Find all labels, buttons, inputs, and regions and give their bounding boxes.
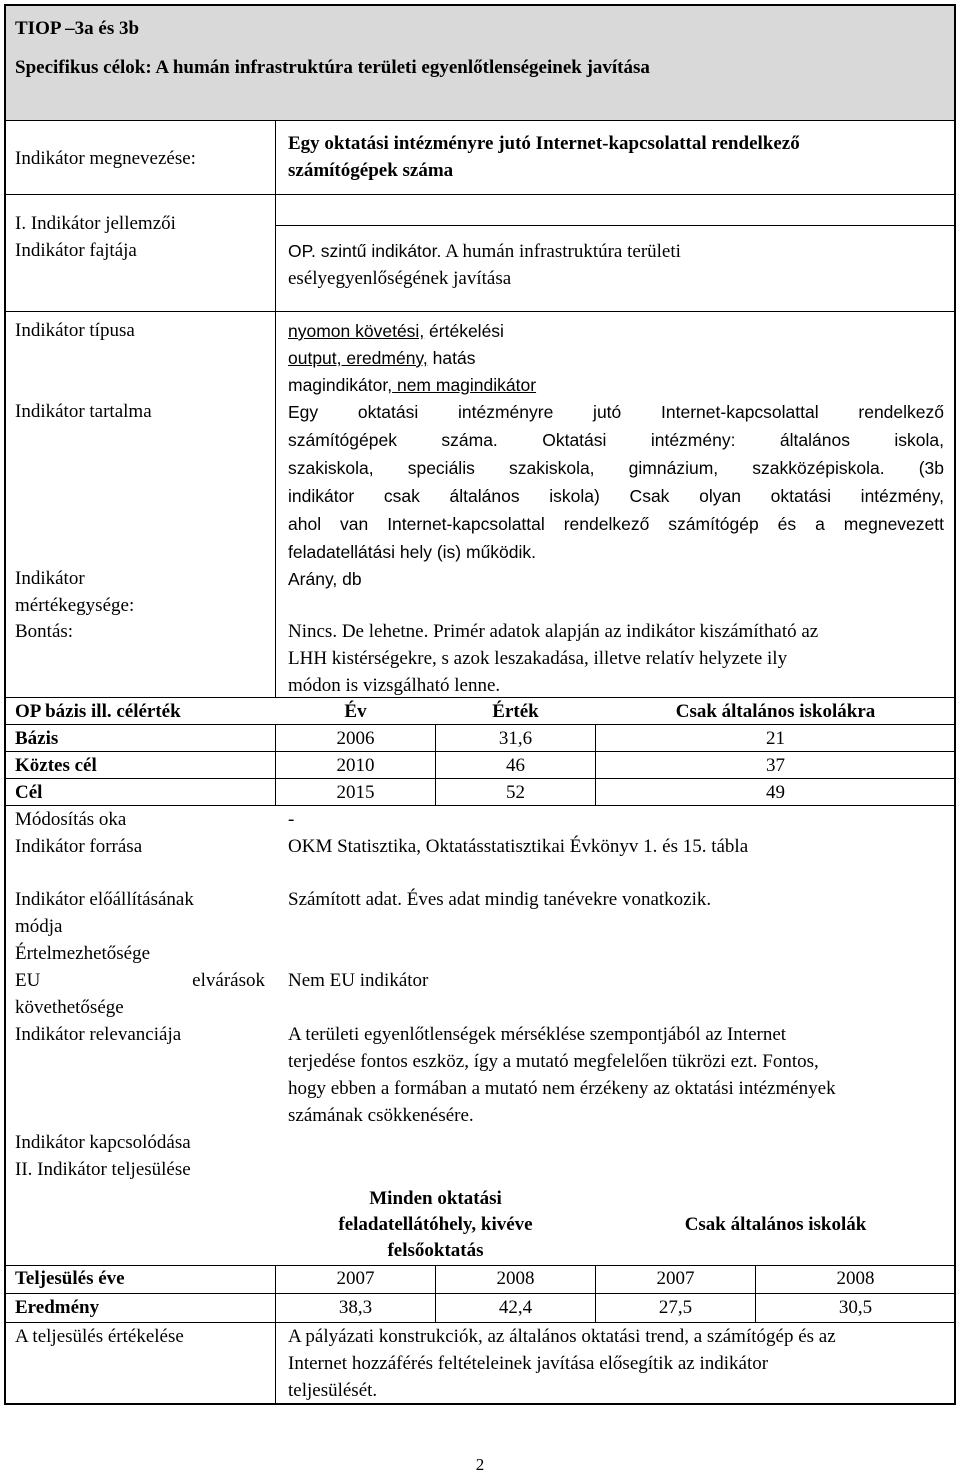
production-label-2: módja bbox=[15, 916, 63, 937]
section-1-heading: I. Indikátor jellemzői bbox=[15, 213, 176, 234]
fulfillment-year-cell: 2008 bbox=[836, 1268, 875, 1289]
type-core: magindikátor, bbox=[288, 375, 393, 395]
kind-value-rest: A humán infrastruktúra területi bbox=[441, 241, 681, 262]
indicator-name-value-2: számítógépek száma bbox=[288, 160, 454, 181]
type-value-3 bbox=[288, 372, 536, 398]
content-line-6: feladatellátási hely (is) működik. bbox=[288, 542, 537, 562]
content-line-2: számítógépek száma. Oktatási intézmény: általános iskola, bbox=[288, 430, 944, 450]
table-header-cell: Év bbox=[344, 701, 367, 722]
content-line-1: Egy oktatási intézményre jutó Internet-kapcsolattal rendelkező bbox=[288, 402, 944, 422]
border-bottom bbox=[4, 1403, 956, 1405]
table-header-cell: OP bázis ill. célérték bbox=[15, 701, 181, 722]
table-cell: 2006 bbox=[336, 728, 375, 749]
relevance-line-1: A területi egyenlőtlenségek mérséklése szempontjából az Internet bbox=[288, 1024, 787, 1045]
table-header-cell: Csak általános iskolákra bbox=[675, 701, 876, 722]
type-label: Indikátor típusa bbox=[15, 320, 135, 341]
content-line-3: szakiskola, speciális szakiskola, gimnázium, szakközépiskola. (3b bbox=[288, 458, 944, 478]
type-evaluation: értékelési bbox=[424, 321, 504, 341]
relevance-line-3: hogy ebben a formában a mutató nem érzékeny az oktatási intézmények bbox=[288, 1078, 836, 1099]
type-output: output, bbox=[288, 348, 342, 368]
content-line-4: indikátor csak általános iskola) Csak olyan oktatási intézmény, bbox=[288, 486, 944, 506]
group-all-institutions-1: Minden oktatási bbox=[369, 1188, 502, 1209]
breakdown-line-2: LHH kistérségekre, s azok leszakadása, illetve relatív helyzete ily bbox=[288, 648, 788, 669]
source-label: Indikátor forrása bbox=[15, 836, 143, 857]
kind-value-sans: OP. szintű indikátor. bbox=[288, 241, 442, 261]
modification-value: - bbox=[288, 809, 295, 830]
table-cell: 2010 bbox=[336, 755, 375, 776]
eu-value: Nem EU indikátor bbox=[288, 970, 429, 991]
unit-label-1: Indikátor bbox=[15, 568, 85, 589]
fulfillment-result-label: Eredmény bbox=[15, 1297, 100, 1318]
type-value-1 bbox=[288, 318, 504, 344]
eu-label-2: követhetősége bbox=[15, 997, 124, 1018]
table-row-label: Cél bbox=[15, 782, 43, 803]
evaluation-line-3: teljesülését. bbox=[288, 1380, 378, 1401]
program-title: TIOP –3a és 3b bbox=[15, 18, 140, 39]
fulfillment-result-cell: 42,4 bbox=[498, 1297, 533, 1318]
production-label-1: Indikátor előállításának bbox=[15, 889, 194, 910]
type-impact: hatás bbox=[427, 348, 476, 368]
table-cell: 49 bbox=[766, 782, 785, 803]
divider bbox=[5, 311, 955, 312]
fulfillment-result-cell: 27,5 bbox=[658, 1297, 693, 1318]
type-value-2 bbox=[288, 345, 475, 371]
border-top bbox=[5, 4, 956, 6]
relevance-line-4: számának csökkenésére. bbox=[288, 1105, 474, 1126]
source-value: OKM Statisztika, Oktatásstatisztikai Évkönyv 1. és 15. tábla bbox=[288, 836, 749, 857]
border-left bbox=[4, 4, 6, 1404]
breakdown-line-1: Nincs. De lehetne. Primér adatok alapján az indikátor kiszámítható az bbox=[288, 621, 819, 642]
page-number: 2 bbox=[475, 1455, 485, 1474]
fulfillment-year-cell: 2007 bbox=[336, 1268, 375, 1289]
fulfillment-year-label: Teljesülés éve bbox=[15, 1268, 125, 1289]
type-result: eredmény, bbox=[341, 348, 428, 368]
evaluation-line-1: A pályázati konstrukciók, az általános oktatási trend, a számítógép és az bbox=[288, 1326, 836, 1347]
table-cell: 2015 bbox=[336, 782, 375, 803]
group-all-institutions-2: feladatellátóhely, kivéve bbox=[338, 1214, 533, 1235]
table-header-cell: Érték bbox=[492, 701, 539, 722]
table-cell: 52 bbox=[506, 782, 525, 803]
objectives-title: Specifikus célok: A humán infrastruktúra területi egyenlőtlenségeinek javítása bbox=[15, 57, 650, 78]
table-cell: 31,6 bbox=[498, 728, 533, 749]
table-cell: 21 bbox=[766, 728, 785, 749]
breakdown-line-3: módon is vizsgálható lenne. bbox=[288, 675, 501, 696]
relevance-line-2: terjedése fontos eszköz, így a mutató megfelelően tükrözi ezt. Fontos, bbox=[288, 1051, 819, 1072]
breakdown-label: Bontás: bbox=[15, 621, 74, 642]
table-row-label: Köztes cél bbox=[15, 755, 97, 776]
modification-label: Módosítás oka bbox=[15, 809, 127, 830]
indicator-name-value-1: Egy oktatási intézményre jutó Internet-kapcsolattal rendelkező bbox=[288, 133, 800, 154]
relevance-label: Indikátor relevanciája bbox=[15, 1024, 182, 1045]
fulfillment-result-cell: 30,5 bbox=[838, 1297, 873, 1318]
fulfillment-year-cell: 2007 bbox=[656, 1268, 695, 1289]
connection-label: Indikátor kapcsolódása bbox=[15, 1132, 191, 1153]
indicator-name-label: Indikátor megnevezése: bbox=[15, 148, 196, 169]
content-label: Indikátor tartalma bbox=[15, 401, 152, 422]
divider bbox=[5, 194, 955, 195]
section-2-heading: II. Indikátor teljesülése bbox=[15, 1159, 191, 1180]
group-all-institutions-3: felsőoktatás bbox=[387, 1240, 484, 1261]
fulfillment-year-cell: 2008 bbox=[496, 1268, 535, 1289]
divider bbox=[5, 1293, 955, 1294]
divider bbox=[5, 120, 955, 121]
unit-value: Arány, db bbox=[288, 569, 362, 589]
fulfillment-result-cell: 38,3 bbox=[338, 1297, 373, 1318]
group-primary-schools: Csak általános iskolák bbox=[684, 1214, 867, 1235]
kind-value-2: esélyegyenlőségének javítása bbox=[288, 268, 512, 289]
type-monitoring: nyomon követési, bbox=[288, 321, 425, 341]
evaluation-label: A teljesülés értékelése bbox=[15, 1326, 184, 1347]
interpretability-label: Értelmezhetősége bbox=[15, 943, 151, 964]
production-value: Számított adat. Éves adat mindig tanévekre vonatkozik. bbox=[288, 889, 712, 910]
table-row-label: Bázis bbox=[15, 728, 59, 749]
kind-value-1 bbox=[288, 238, 681, 265]
content-line-5: ahol van Internet-kapcsolattal rendelkező számítógép és a megnevezett bbox=[288, 514, 944, 534]
table-cell: 37 bbox=[766, 755, 785, 776]
divider bbox=[275, 225, 955, 226]
evaluation-line-2: Internet hozzáférés feltételeinek javítása elősegítik az indikátor bbox=[288, 1353, 769, 1374]
kind-label: Indikátor fajtája bbox=[15, 240, 137, 261]
table-cell: 46 bbox=[506, 755, 525, 776]
column-divider bbox=[275, 120, 276, 698]
divider bbox=[5, 1322, 955, 1323]
type-non-core: nem magindikátor bbox=[392, 375, 537, 395]
unit-label-2: mértékegysége: bbox=[15, 595, 135, 616]
eu-label-1: EU elvárások bbox=[15, 970, 265, 991]
